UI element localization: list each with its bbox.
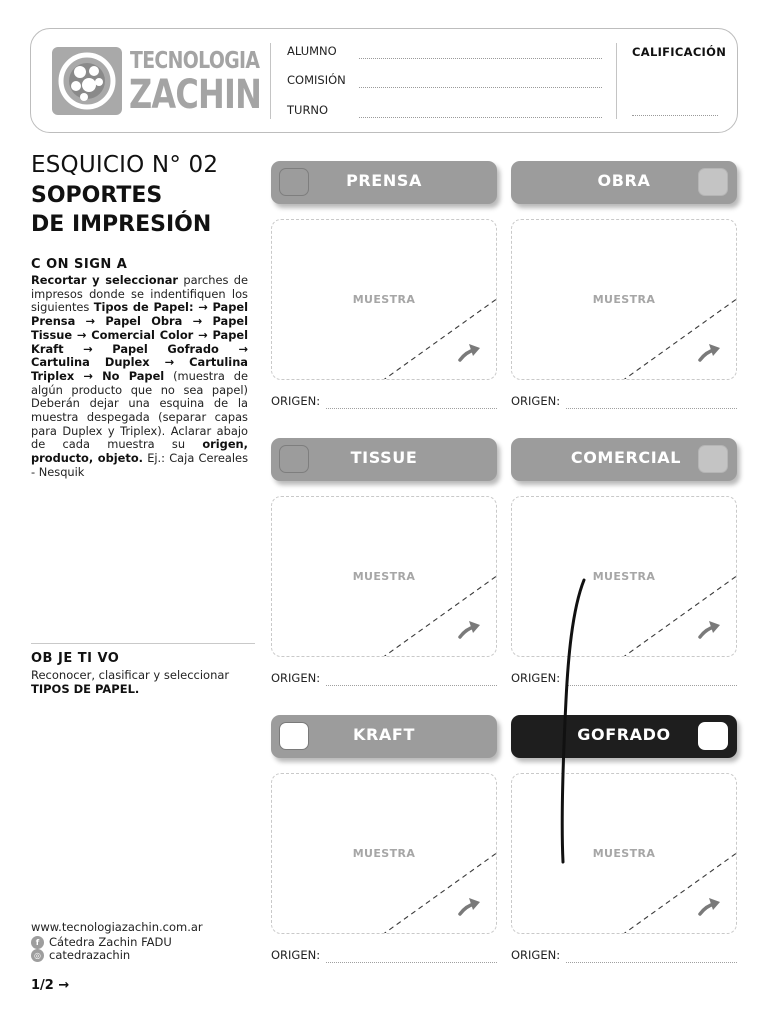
type-label: GOFRADO (577, 725, 671, 744)
type-label: COMERCIAL (570, 448, 682, 467)
alumno-line[interactable] (359, 58, 602, 59)
turno-line[interactable] (359, 117, 602, 118)
grade-label: CALIFICACIÓN (632, 45, 727, 59)
instr-bold-2: Tipos de Papel: → Papel Prensa → Papel Obra → Papel Tissue → Comercial Color → Papel Kraft → Papel Gofrado → Cartulina Duplex → Cartulina Triplex → No Papel (31, 300, 248, 383)
origin-field[interactable] (511, 948, 737, 964)
sample-area[interactable] (511, 496, 737, 657)
card-prensa (271, 161, 497, 411)
instagram-row[interactable] (31, 948, 130, 962)
origin-label: ORIGEN: (271, 671, 321, 685)
sample-area[interactable] (511, 219, 737, 380)
page-title (31, 181, 211, 239)
origin-line[interactable] (326, 408, 497, 409)
objective-heading: OB JE TI VO (31, 651, 120, 666)
logo-ball-icon (52, 47, 122, 115)
origin-label: ORIGEN: (271, 948, 321, 962)
peel-arrow-icon (272, 497, 497, 657)
origin-field[interactable] (271, 394, 497, 410)
origin-field[interactable] (271, 671, 497, 687)
sample-label: MUESTRA (592, 570, 656, 583)
origin-label: ORIGEN: (511, 394, 561, 408)
comision-field[interactable] (287, 73, 602, 91)
facebook-text: Cátedra Zachin FADU (49, 935, 172, 949)
objective-bold: TIPOS DE PAPEL. (31, 682, 140, 696)
title-line-2: DE IMPRESIÓN (31, 212, 212, 237)
logo-text-top: TECNOLOGIA (130, 48, 260, 74)
sample-area[interactable] (511, 773, 737, 934)
type-label: TISSUE (350, 448, 418, 467)
peel-arrow-icon (512, 220, 737, 380)
sample-label: MUESTRA (352, 847, 416, 860)
checkbox[interactable] (698, 445, 728, 473)
origin-line[interactable] (566, 685, 737, 686)
type-bar (511, 715, 737, 758)
instructions-text (31, 274, 248, 480)
origin-line[interactable] (566, 962, 737, 963)
sample-label: MUESTRA (352, 293, 416, 306)
type-label: KRAFT (353, 725, 415, 744)
divider (616, 43, 617, 119)
peel-arrow-icon (512, 497, 737, 657)
sketch-number: ESQUICIO N° 02 (31, 152, 219, 178)
instr-bold-1: Recortar y seleccionar (31, 273, 179, 287)
origin-field[interactable] (511, 394, 737, 410)
divider (31, 643, 255, 644)
page-indicator: 1/2 → (31, 978, 70, 993)
objective-line: Reconocer, clasificar y seleccionar (31, 668, 230, 682)
origin-label: ORIGEN: (271, 394, 321, 408)
facebook-row[interactable] (31, 935, 172, 949)
type-label: PRENSA (346, 171, 422, 190)
sample-label: MUESTRA (352, 570, 416, 583)
card-comercial (511, 438, 737, 688)
instr-text-2: (muestra de algún producto que no sea papel) Deberán dejar una esquina de la muestra despegada (separar capas para Duplex y Triplex). Aclarar abajo de cada muestra su (31, 368, 249, 452)
comision-line[interactable] (359, 87, 602, 88)
facebook-icon: f (31, 936, 44, 949)
grade-line[interactable] (632, 115, 718, 116)
website-link[interactable]: www.tecnologiazachin.com.ar (31, 920, 203, 934)
instagram-icon: ◎ (31, 949, 44, 962)
logo-text-bottom: ZACHIN (129, 72, 262, 118)
comision-label: COMISIÓN (287, 73, 346, 87)
sample-label: MUESTRA (592, 847, 656, 860)
type-label: OBRA (597, 171, 651, 190)
instr-text-1: parches de impresos donde se indentifiquen los siguientes (31, 273, 248, 315)
sample-area[interactable] (271, 219, 497, 380)
origin-line[interactable] (326, 962, 497, 963)
title-line-1: SOPORTES (31, 183, 163, 208)
card-kraft (271, 715, 497, 965)
turno-label: TURNO (287, 103, 329, 117)
instagram-text: catedrazachin (49, 948, 131, 962)
origin-line[interactable] (566, 408, 737, 409)
peel-arrow-icon (512, 774, 737, 934)
type-bar (511, 438, 737, 481)
header-box (30, 28, 738, 133)
origin-field[interactable] (511, 671, 737, 687)
checkbox[interactable] (698, 168, 728, 196)
instructions-heading: C ON SIGN A (31, 257, 128, 272)
objective-text (31, 668, 261, 696)
peel-arrow-icon (272, 220, 497, 380)
origin-field[interactable] (271, 948, 497, 964)
peel-arrow-icon (272, 774, 497, 934)
instr-text-3: Ej.: Caja Cereales - Nesquik (31, 451, 249, 479)
origin-line[interactable] (326, 685, 497, 686)
type-bar (271, 715, 497, 758)
turno-field[interactable] (287, 103, 602, 121)
sample-area[interactable] (271, 496, 497, 657)
instr-bold-3: origen, producto, objeto. (31, 437, 248, 466)
card-tissue (271, 438, 497, 688)
logo (52, 47, 262, 118)
type-bar (271, 438, 497, 481)
type-bar (271, 161, 497, 204)
card-gofrado (511, 715, 737, 965)
checkbox[interactable] (698, 722, 728, 750)
divider (270, 43, 271, 119)
origin-label: ORIGEN: (511, 948, 561, 962)
sample-label: MUESTRA (592, 293, 656, 306)
alumno-label: ALUMNO (287, 44, 337, 58)
card-obra (511, 161, 737, 411)
alumno-field[interactable] (287, 44, 602, 62)
type-bar (511, 161, 737, 204)
origin-label: ORIGEN: (511, 671, 561, 685)
sample-area[interactable] (271, 773, 497, 934)
